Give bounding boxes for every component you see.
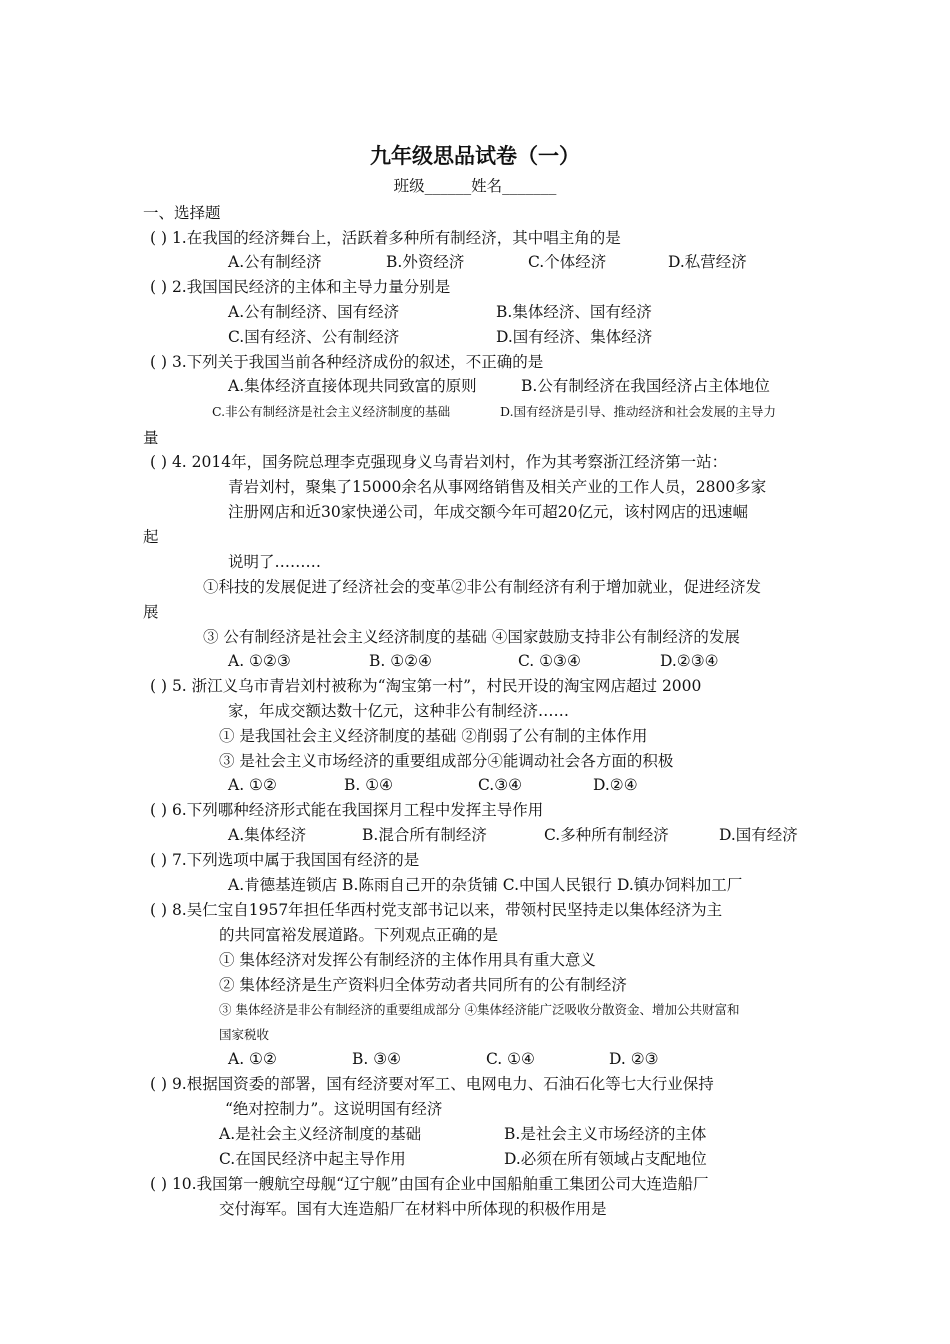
q8-option-c: C. ①④ (486, 1050, 535, 1068)
q5-option-a: A. ①② (228, 776, 277, 794)
question-9-stem: ( ) 9.根据国资委的部署，国有经济要对军工、电网电力、石油石化等七大行业保持 (150, 1075, 714, 1093)
q8-item-1: ① 集体经济对发挥公有制经济的主体作用具有重大意义 (219, 951, 596, 969)
q8-option-b: B. ③④ (352, 1050, 402, 1068)
q9-option-b: B.是社会主义市场经济的主体 (504, 1125, 707, 1143)
q8-items-3-4: ③ 集体经济是非公有制经济的重要组成部分 ④集体经济能广泛吸收分散资金、增加公共财富和 (219, 1002, 740, 1017)
q6-option-b: B.混合所有制经济 (362, 826, 487, 844)
q9-option-d: D.必须在所有领域占支配地位 (504, 1150, 707, 1168)
q1-option-a: A.公有制经济 (228, 253, 322, 271)
q5-option-b: B. ①④ (344, 776, 394, 794)
q6-option-c: C.多种所有制经济 (544, 826, 669, 844)
q9-option-a: A.是社会主义经济制度的基础 (219, 1125, 422, 1143)
q8-items-3-4-wrap: 国家税收 (219, 1027, 270, 1042)
q9-option-c: C.在国民经济中起主导作用 (219, 1150, 406, 1168)
q4-line-3-wrap: 起 (143, 528, 159, 546)
q5-option-c: C.③④ (478, 776, 523, 794)
q5-line-2: 家，年成交额达数十亿元，这种非公有制经济…… (228, 702, 570, 720)
q3-option-a: A.集体经济直接体现共同致富的原则 (228, 377, 477, 395)
q4-line-2: 青岩刘村，聚集了15000余名从事网络销售及相关产业的工作人员，2800多家 (228, 478, 767, 496)
q2-option-a: A.公有制经济、国有经济 (228, 303, 400, 321)
question-6-stem: ( ) 6.下列哪种经济形式能在我国探月工程中发挥主导作用 (150, 801, 544, 819)
q9-line-2: “绝对控制力”。这说明国有经济 (225, 1100, 443, 1118)
q2-option-b: B.集体经济、国有经济 (496, 303, 652, 321)
q8-option-a: A. ①② (228, 1050, 277, 1068)
question-7-stem: ( ) 7.下列选项中属于我国国有经济的是 (150, 851, 420, 869)
q4-option-c: C. ①③④ (518, 652, 581, 670)
q4-items-3-4: ③ 公有制经济是社会主义经济制度的基础 ④国家鼓励支持非公有制经济的发展 (203, 628, 740, 646)
class-name-line: 班级______姓名_______ (393, 177, 557, 195)
question-10-stem: ( ) 10.我国第一艘航空母舰“辽宁舰”由国有企业中国船舶重工集团公司大连造船厂 (150, 1175, 709, 1193)
q10-line-2: 交付海军。国有大连造船厂在材料中所体现的积极作用是 (219, 1200, 607, 1218)
q2-option-c: C.国有经济、公有制经济 (228, 328, 400, 346)
q4-option-b: B. ①②④ (369, 652, 432, 670)
q4-line-4: 说明了……… (228, 553, 322, 571)
page-title: 九年级思品试卷（一） (370, 144, 580, 168)
q3-option-d: D.国有经济是引导、推动经济和社会发展的主导力 (500, 404, 777, 419)
q6-option-a: A.集体经济 (228, 826, 307, 844)
q7-options: A.肯德基连锁店 B.陈雨自己开的杂货铺 C.中国人民银行 D.镇办饲料加工厂 (228, 876, 743, 894)
q5-option-d: D.②④ (593, 776, 638, 794)
q1-option-c: C.个体经济 (528, 253, 607, 271)
question-5-stem: ( ) 5. 浙江义乌市青岩刘村被称为“淘宝第一村”，村民开设的淘宝网店超过 2000 (150, 677, 702, 695)
q8-line-2: 的共同富裕发展道路。下列观点正确的是 (219, 926, 499, 944)
q3-option-b: B.公有制经济在我国经济占主体地位 (521, 377, 770, 395)
q4-line-3: 注册网店和近30家快递公司，年成交额今年可超20亿元，该村网店的迅速崛 (228, 503, 748, 521)
q3-option-c: C.非公有制经济是社会主义经济制度的基础 (212, 404, 451, 419)
q4-option-d: D.②③④ (660, 652, 719, 670)
q4-items-1-2: ①科技的发展促进了经济社会的变革②非公有制经济有利于增加就业，促进经济发 (203, 578, 762, 596)
question-2-stem: ( ) 2.我国国民经济的主体和主导力量分别是 (150, 278, 451, 296)
q4-items-1-2-wrap: 展 (143, 603, 159, 621)
section-heading: 一、选择题 (143, 204, 221, 222)
q6-option-d: D.国有经济 (719, 826, 798, 844)
q1-option-b: B.外资经济 (386, 253, 465, 271)
q2-option-d: D.国有经济、集体经济 (496, 328, 653, 346)
q1-option-d: D.私营经济 (668, 253, 747, 271)
q8-item-2: ② 集体经济是生产资料归全体劳动者共同所有的公有制经济 (219, 976, 627, 994)
q8-option-d: D. ②③ (609, 1050, 659, 1068)
question-1-stem: ( ) 1.在我国的经济舞台上，活跃着多种所有制经济，其中唱主角的是 (150, 229, 621, 247)
q5-items-3-4: ③ 是社会主义市场经济的重要组成部分④能调动社会各方面的积极 (219, 752, 674, 770)
question-3-stem: ( ) 3.下列关于我国当前各种经济成份的叙述，不正确的是 (150, 353, 544, 371)
question-4-stem: ( ) 4. 2014年，国务院总理李克强现身义乌青岩刘村，作为其考察浙江经济第一站： (150, 453, 728, 471)
q3-option-d-wrap: 量 (143, 429, 159, 447)
q4-option-a: A. ①②③ (228, 652, 291, 670)
q5-items-1-2: ① 是我国社会主义经济制度的基础 ②削弱了公有制的主体作用 (219, 727, 648, 745)
question-8-stem: ( ) 8.吴仁宝自1957年担任华西村党支部书记以来，带领村民坚持走以集体经济为主 (150, 901, 723, 919)
